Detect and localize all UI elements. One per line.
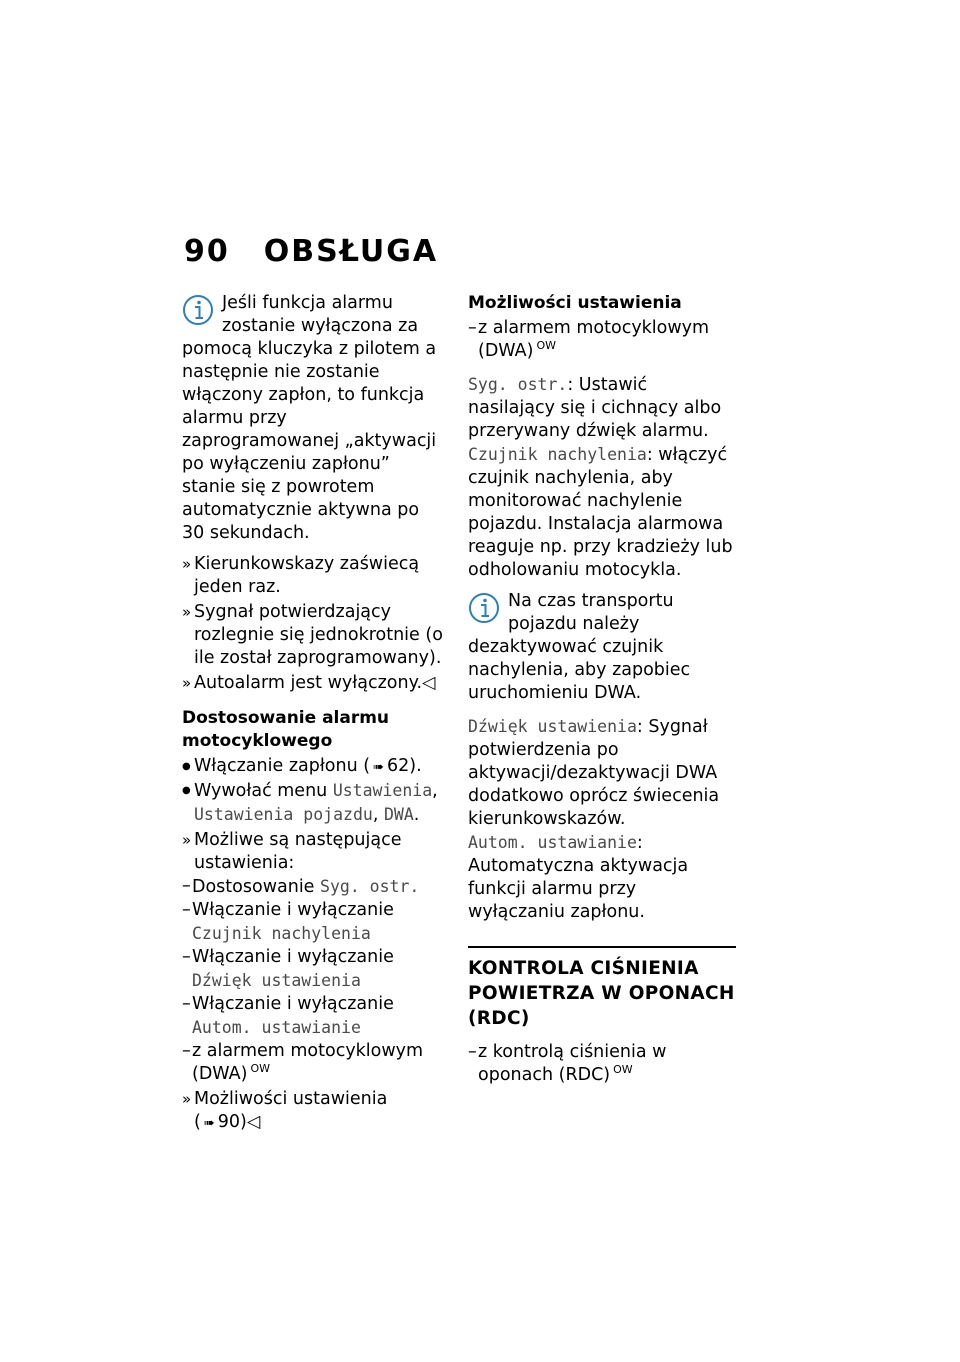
right-column (468, 292, 736, 1087)
paragraph: Autom. ustawianie: Automatyczna aktywacja funkcji alarmu przy wyłączaniu zapłonu. (468, 833, 689, 922)
page-header (184, 234, 439, 269)
paragraph: Syg. ostr.: Ustawić nasilający się i cichnący albo przerywany dźwięk alarmu. (468, 375, 722, 441)
result-item: » Kierunkowskazy zaświecą jeden raz. (182, 553, 444, 599)
section-title: KONTROLA CIŚNIENIA POWIETRZA W OPONACH (RDC) (468, 946, 736, 1031)
chapter-title: OBSŁUGA (263, 234, 439, 269)
result-item: » Możliwości ustawienia ( ➠ 90)◁ (182, 1088, 444, 1135)
result-item: » Autoalarm jest wyłączony.◁ (182, 672, 444, 695)
end-mark: ◁ (422, 673, 436, 693)
step-item: ● Włączanie zapłonu ( ➠ 62). (182, 755, 444, 779)
step-item: ● Wywołać menu Ustawienia, Ustawienia pojazdu, DWA. (182, 779, 444, 827)
ow-badge: OW (536, 339, 556, 353)
ow-badge: OW (250, 1062, 270, 1076)
result-item: » Sygnał potwierdzający rozlegnie się jednokrotnie (o ile został zaprogramowany). (182, 601, 444, 670)
paragraph: Dźwięk ustawienia: Sygnał potwierdzenia po aktywacji/dezaktywacji DWA dodatkowo oprócz świecenia kierunkowskazów. (468, 717, 720, 829)
ow-badge: OW (613, 1063, 633, 1077)
info-icon (182, 294, 214, 326)
left-column (182, 292, 444, 1135)
end-mark: ◁ (246, 1112, 261, 1132)
result-item: » Możliwe są następujące ustawienia: (182, 829, 444, 875)
option-item: – Włączanie i wyłączanie Dźwięk ustawienia (182, 946, 444, 993)
page-number: 90 (184, 234, 230, 269)
option-item: – Włączanie i wyłączanie Czujnik nachylenia (182, 899, 444, 946)
option-item: – z alarmem motocyklowym (DWA) $^{OW}$ (182, 1040, 444, 1086)
paragraph: Czujnik nachylenia: włączyć czujnik nachylenia, aby monitorować nachylenie pojazdu. Instalacja alarmowa reaguje np. przy kradzieży lub odholowaniu motocykla. (468, 445, 733, 580)
page-ref-icon: ➠ (373, 760, 384, 775)
option-item: – z alarmem motocyklowym (DWA) $^{OW}$ (468, 317, 736, 363)
info-note (182, 292, 444, 545)
info-text: Jeśli funkcja alarmu zostanie wyłączona za pomocą kluczyka z pilotem a następnie nie zostanie włączony zapłon, to funkcja alarmu przy zaprogramowanej „aktywacji po wyłączeniu zapłonu” stanie się z powrotem automatycznie aktywna po 30 sekundach. (182, 293, 437, 543)
section-heading: Dostosowanie alarmu motocyklowego (182, 708, 390, 751)
section-heading: Możliwości ustawienia (468, 293, 682, 313)
option-item: – Włączanie i wyłączanie Autom. ustawianie (182, 993, 444, 1040)
option-item: – z kontrolą ciśnienia w oponach (RDC) $^{OW}$ (468, 1041, 736, 1087)
info-note (468, 590, 736, 705)
option-item: – Dostosowanie Syg. ostr. (182, 875, 444, 899)
info-text: Na czas transportu pojazdu należy dezaktywować czujnik nachylenia, aby zapobiec uruchomieniu DWA. (468, 591, 691, 703)
info-icon (468, 592, 500, 624)
page-ref-icon: ➠ (203, 1116, 215, 1131)
